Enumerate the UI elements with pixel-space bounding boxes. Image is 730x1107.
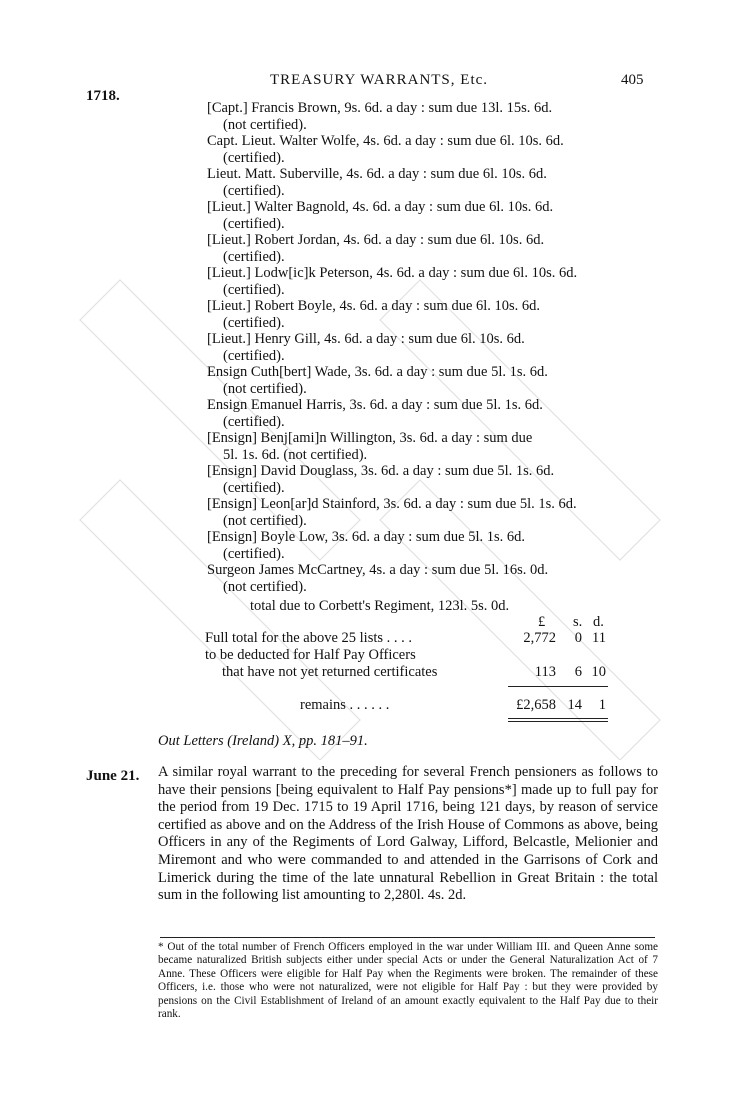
full-total-shillings: 0 <box>574 630 582 646</box>
full-total-pence: 11 <box>592 630 606 646</box>
officer-entry <box>207 430 657 463</box>
source-citation: Out Letters (Ireland) X, pp. 181–91. <box>158 733 368 749</box>
footnote-rule <box>160 937 655 938</box>
remains-pounds: £2,658 <box>516 697 556 713</box>
officer-entry-status: (certified). <box>223 182 285 199</box>
deduct-pence: 10 <box>591 664 606 680</box>
officer-entry <box>207 265 657 298</box>
double-rule-bottom <box>508 721 608 722</box>
officer-entry <box>207 100 657 133</box>
officer-entry <box>207 562 657 595</box>
col-pounds-header: £ <box>538 614 546 630</box>
officer-entry-status: (not certified). <box>223 512 307 529</box>
officer-entry <box>207 496 657 529</box>
double-rule-top <box>508 718 608 719</box>
sum-rule <box>508 686 608 687</box>
deduct-shillings: 6 <box>574 664 582 680</box>
deduct-label-2: that have not yet returned certificates <box>222 664 438 680</box>
officer-entry-status: (certified). <box>223 413 285 430</box>
full-total-pounds: 2,772 <box>523 630 556 646</box>
regiment-total: total due to Corbett's Regiment, 123l. 5s. 0d. <box>250 598 510 614</box>
officer-entry-line: Ensign Cuth[bert] Wade, 3s. 6d. a day : sum due 5l. 1s. 6d. <box>207 364 548 380</box>
officer-entry-status: (not certified). <box>223 578 307 595</box>
officer-entry-line: [Ensign] Leon[ar]d Stainford, 3s. 6d. a day : sum due 5l. 1s. 6d. <box>207 496 577 512</box>
officer-entry-status: (certified). <box>223 248 285 265</box>
officer-entry-status: (certified). <box>223 347 285 364</box>
deduct-pounds: 113 <box>534 664 556 680</box>
col-shillings-header: s. <box>573 614 583 630</box>
officer-entry <box>207 298 657 331</box>
officer-entry-line: Lieut. Matt. Suberville, 4s. 6d. a day : sum due 6l. 10s. 6d. <box>207 166 547 182</box>
officer-entry-line: [Lieut.] Walter Bagnold, 4s. 6d. a day : sum due 6l. 10s. 6d. <box>207 199 554 215</box>
officer-entry <box>207 331 657 364</box>
col-pence-header: d. <box>593 614 604 630</box>
officer-entry-line: [Ensign] Benj[ami]n Willington, 3s. 6d. a day : sum due <box>207 430 533 446</box>
page-number: 405 <box>621 72 644 88</box>
officer-entry-status: 5l. 1s. 6d. (not certified). <box>223 446 368 463</box>
officer-entry-line: [Ensign] Boyle Low, 3s. 6d. a day : sum due 5l. 1s. 6d. <box>207 529 526 545</box>
officer-list <box>207 100 657 595</box>
remains-shillings: 14 <box>567 697 582 713</box>
officer-entry-status: (not certified). <box>223 380 307 397</box>
officer-entry-status: (certified). <box>223 314 285 331</box>
full-total-label: Full total for the above 25 lists . . . . <box>205 630 413 646</box>
officer-entry <box>207 199 657 232</box>
officer-entry-line: Ensign Emanuel Harris, 3s. 6d. a day : sum due 5l. 1s. 6d. <box>207 397 543 413</box>
officer-entry-line: [Lieut.] Henry Gill, 4s. 6d. a day : sum due 6l. 10s. 6d. <box>207 331 525 347</box>
officer-entry-line: [Ensign] David Douglass, 3s. 6d. a day : sum due 5l. 1s. 6d. <box>207 463 555 479</box>
officer-entry-status: (certified). <box>223 479 285 496</box>
officer-entry-line: [Capt.] Francis Brown, 9s. 6d. a day : sum due 13l. 15s. 6d. <box>207 100 553 116</box>
officer-entry-line: [Lieut.] Robert Boyle, 4s. 6d. a day : sum due 6l. 10s. 6d. <box>207 298 541 314</box>
deduct-label: to be deducted for Half Pay Officers <box>205 647 416 663</box>
officer-entry <box>207 397 657 430</box>
officer-entry-line: [Lieut.] Lodw[ic]k Peterson, 4s. 6d. a day : sum due 6l. 10s. 6d. <box>207 265 578 281</box>
officer-entry <box>207 364 657 397</box>
officer-entry-line: [Lieut.] Robert Jordan, 4s. 6d. a day : sum due 6l. 10s. 6d. <box>207 232 545 248</box>
officer-entry <box>207 529 657 562</box>
officer-entry <box>207 133 657 166</box>
remains-label: remains . . . . . . <box>300 697 390 713</box>
officer-entry <box>207 463 657 496</box>
warrant-paragraph: A similar royal warrant to the preceding for several French pensioners as follows to have their pensions [being equivalent to Half Pay pensions*] made up to full pay for the period from 19 Dec. 1715 to 19 April 1716, being 121 days, by reason of service certified as above and on the Address of the Irish House of Commons as above, being Officers in any of the Regiments of Lord Galway, Lifford, Belcastle, Melionier and Miremont and who were commanded to and attended in the Garrisons of Cork and Limerick during the time of the late unnatural Rebellion in Great Britain : the total sum in the following list amounting to 2,280l. 4s. 2d. <box>158 764 658 904</box>
officer-entry <box>207 232 657 265</box>
officer-entry-line: Surgeon James McCartney, 4s. a day : sum due 5l. 16s. 0d. <box>207 562 549 578</box>
margin-year: 1718. <box>86 88 120 104</box>
officer-entry-status: (certified). <box>223 215 285 232</box>
officer-entry <box>207 166 657 199</box>
remains-pence: 1 <box>598 697 606 713</box>
officer-entry-status: (certified). <box>223 545 285 562</box>
footnote: * Out of the total number of French Officers employed in the war under William III. and Queen Anne some became naturalized British subjects either under special Acts or under the General Naturalization Act of 7 Anne. These Officers were eligible for Half Pay when the Regiments were broken. The remainder of these Officers, i.e. those who were not naturalized, were not eligible for Half Pay : but they were provided by pensions on the Civil Establishment of Ireland of an amount exactly equivalent to the Half Pay due to their rank. <box>158 941 658 1021</box>
margin-date: June 21. <box>86 768 140 784</box>
officer-entry-line: Capt. Lieut. Walter Wolfe, 4s. 6d. a day : sum due 6l. 10s. 6d. <box>207 133 564 149</box>
officer-entry-status: (not certified). <box>223 116 307 133</box>
officer-entry-status: (certified). <box>223 281 285 298</box>
officer-entry-status: (certified). <box>223 149 285 166</box>
running-title: TREASURY WARRANTS, Etc. <box>270 72 489 88</box>
